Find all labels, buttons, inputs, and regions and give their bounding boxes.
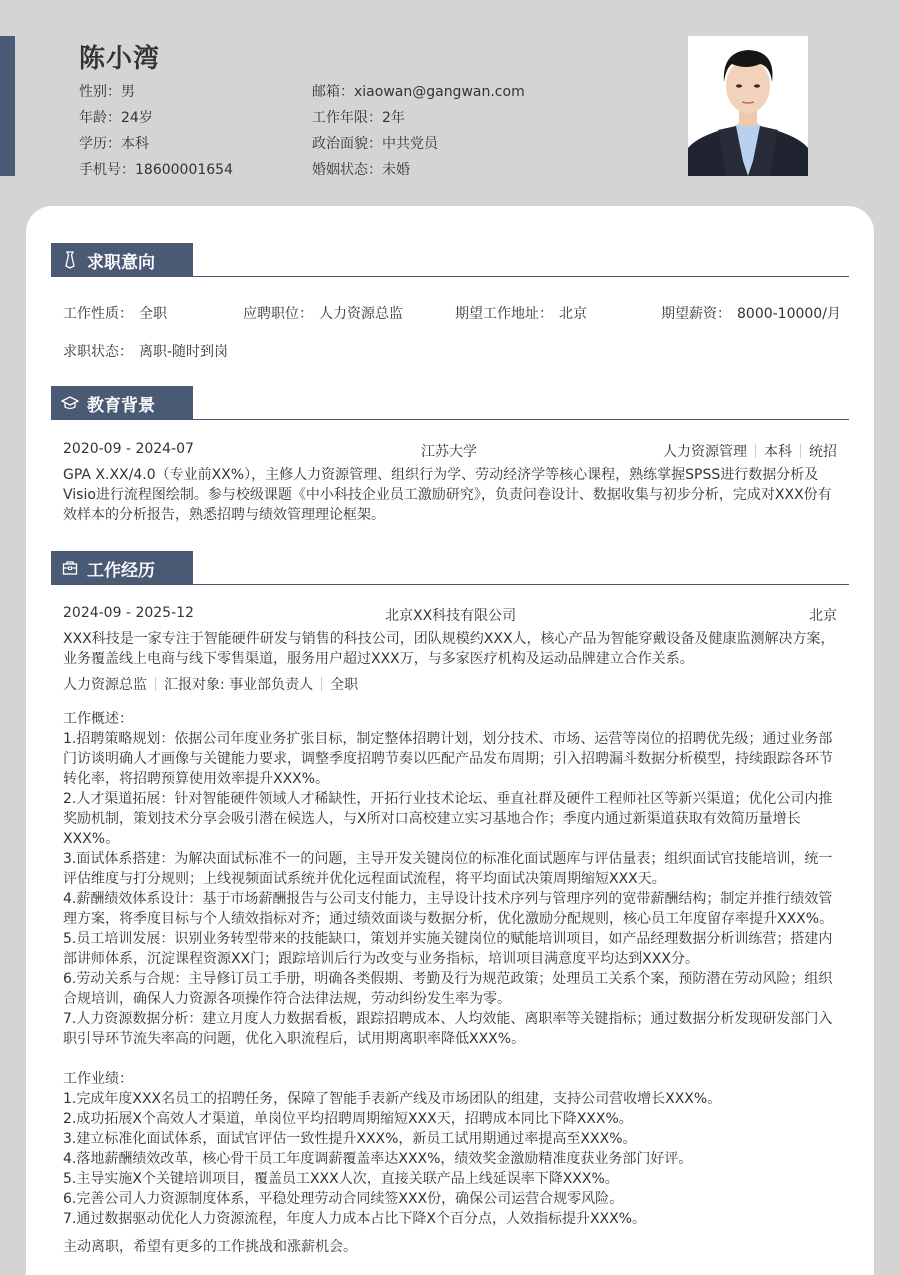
overview-title: 工作概述： (63, 711, 133, 727)
education-meta (663, 441, 837, 461)
education-major: 人力资源管理 (663, 444, 747, 460)
overview-item: 3.面试体系搭建：为解决面试标准不一的问题，主导开发关键岗位的标准化面试题库与评估量表；组织面试官技能培训，统一评估维度与打分规则；上线视频面试系统并优化远程面试流程，将平均面试决策周期缩短XXX天。 (63, 851, 833, 887)
work-meta-row (63, 675, 837, 695)
work-report-to: 汇报对象: 事业部负责人 (164, 677, 314, 693)
candidate-name: 陈小湾 (79, 44, 161, 74)
section-work-experience (51, 551, 849, 1257)
education-type: 统招 (809, 444, 837, 460)
section-header (51, 551, 849, 585)
leave-reason: 主动离职，希望有更多的工作挑战和涨薪机会。 (63, 1239, 357, 1255)
briefcase-icon (61, 559, 79, 577)
resume-header (0, 0, 900, 210)
company-intro: XXX科技是一家专注于智能硬件研发与销售的科技公司，团队规模约XXX人，核心产品为智能穿戴设备及健康监测解决方案，业务覆盖线上电商与线下零售渠道，服务用户超过XXX万，与多家医疗机构及运动品牌建立合作关系。 (63, 631, 835, 667)
person-portrait-icon (688, 36, 808, 176)
achievement-item: 7.通过数据驱动优化人力资源流程，年度人力成本占比下降X个百分点，人效指标提升XXX%。 (63, 1211, 647, 1227)
section-header (51, 243, 849, 277)
info-email: 邮箱：xiaowan@gangwan.com (312, 84, 525, 100)
section-tab: 求职意向 (51, 243, 193, 277)
section-job-intention (51, 243, 849, 361)
achievement-item: 6.完善公司人力资源制度体系，平稳处理劳动合同续签XXX份，确保公司运营合规零风险。 (63, 1191, 624, 1207)
education-period: 2020-09 - 2024-07 (63, 441, 194, 457)
achievement-item: 2.成功拓展X个高效人才渠道，单岗位平均招聘周期缩短XXX天，招聘成本同比下降XXX%。 (63, 1111, 633, 1127)
achievement-item: 1.完成年度XXX名员工的招聘任务，保障了智能手表新产线及市场团队的组建，支持公司营收增长XXX%。 (63, 1091, 722, 1107)
divider (321, 677, 322, 691)
intention-location: 期望工作地址： 北京 (455, 306, 587, 322)
education-degree: 本科 (764, 444, 792, 460)
basic-info-right (312, 82, 525, 186)
profile-photo (688, 36, 808, 176)
section-tab: 工作经历 (51, 551, 193, 585)
intention-row-1 (51, 303, 849, 341)
overview-item: 7.人力资源数据分析：建立月度人力数据看板，跟踪招聘成本、人均效能、离职率等关键指标；通过数据分析发现研发部门入职引导环节流失率高的问题，优化入职流程后，试用期离职率降低XXX%。 (63, 1011, 833, 1047)
info-education: 学历：本科 (79, 136, 149, 152)
section-tab: 教育背景 (51, 386, 193, 420)
work-header-row (51, 605, 849, 625)
intention-position: 应聘职位： 人力资源总监 (243, 306, 403, 322)
intention-row-2 (51, 341, 849, 361)
info-phone: 手机号：18600001654 (79, 162, 233, 178)
overview-item: 6.劳动关系与合规：主导修订员工手册，明确各类假期、考勤及行为规范政策；处理员工关系个案，预防潜在劳动风险；组织合规培训，确保人力资源各项操作符合法律法规，劳动纠纷发生率为零。 (63, 971, 833, 1007)
basic-info-left (79, 82, 233, 186)
achievement-item: 4.落地薪酬绩效改革，核心骨干员工年度调薪覆盖率达XXX%，绩效奖金激励精准度获业务部门好评。 (63, 1151, 693, 1167)
achievements-title: 工作业绩： (63, 1071, 133, 1087)
achievement-item: 5.主导实施X个关键培训项目，覆盖员工XXX人次，直接关联产品上线延误率下降XXX%。 (63, 1171, 619, 1187)
info-gender: 性别：男 (79, 84, 135, 100)
info-age: 年龄：24岁 (79, 110, 153, 126)
work-overview (63, 709, 837, 1049)
divider (755, 444, 756, 458)
education-description: GPA X.XX/4.0（专业前XX%），主修人力资源管理、组织行为学、劳动经济学等核心课程，熟练掌握SPSS进行数据分析及Visio进行流程图绘制。参与校级课题《中小科技企业员工激励研究》，负责问卷设计、数据收集与初步分析，完成对XXX份有效样本的分析报告，熟悉招聘与绩效管理理论框架。 (63, 467, 832, 523)
overview-item: 4.薪酬绩效体系设计：基于市场薪酬报告与公司支付能力，主导设计技术序列与管理序列的宽带薪酬结构；制定并推行绩效管理方案，将季度目标与个人绩效指标对齐；通过绩效面谈与数据分析，优化激励分配规则，核心员工年度留存率提升XXX%。 (63, 891, 834, 927)
section-education (51, 386, 849, 525)
accent-bar (0, 36, 15, 176)
education-header-row (51, 441, 849, 461)
divider (800, 444, 801, 458)
overview-item: 5.员工培训发展：识别业务转型带来的技能缺口，策划并实施关键岗位的赋能培训项目，如产品经理数据分析训练营；搭建内部讲师体系，沉淀课程资源XX门；跟踪培训后行为改变与业务指标，培训项目满意度平均达到XXX分。 (63, 931, 833, 967)
tie-icon (61, 251, 79, 269)
education-school: 江苏大学 (421, 444, 477, 460)
intention-salary: 期望薪资： 8000-10000/月 (661, 306, 841, 322)
work-job-type: 全职 (330, 677, 359, 693)
divider (155, 677, 156, 691)
info-political-status: 政治面貌：中共党员 (312, 136, 438, 152)
intention-status: 求职状态： 离职-随时到岗 (63, 344, 229, 360)
info-marital-status: 婚姻状态：未婚 (312, 162, 410, 178)
intention-job-type: 工作性质： 全职 (63, 306, 167, 322)
work-position: 人力资源总监 (63, 677, 147, 693)
graduation-cap-icon (61, 394, 79, 412)
section-header (51, 386, 849, 420)
work-achievements (63, 1069, 837, 1229)
resume-body-card (26, 206, 874, 1275)
work-city: 北京 (809, 608, 837, 624)
overview-item: 1.招聘策略规划：依据公司年度业务扩张目标，制定整体招聘计划，划分技术、市场、运营等岗位的招聘优先级；通过业务部门访谈明确人才画像与关键能力要求，调整季度招聘节奏以匹配产品发布周期；引入招聘漏斗数据分析模型，持续跟踪各环节转化率，将招聘预算使用效率提升XXX%。 (63, 731, 833, 787)
work-company: 北京XX科技有限公司 (385, 608, 517, 624)
overview-item: 2.人才渠道拓展：针对智能硬件领域人才稀缺性，开拓行业技术论坛、垂直社群及硬件工程师社区等新兴渠道；优化公司内推奖励机制，策划技术分享会吸引潜在候选人，与X所对口高校建立实习基地合作；季度内通过新渠道获取有效简历量增长XXX%。 (63, 791, 833, 847)
work-period: 2024-09 - 2025-12 (63, 605, 194, 621)
achievement-item: 3.建立标准化面试体系，面试官评估一致性提升XXX%，新员工试用期通过率提高至XXX%。 (63, 1131, 637, 1147)
info-work-years: 工作年限：2年 (312, 110, 405, 126)
